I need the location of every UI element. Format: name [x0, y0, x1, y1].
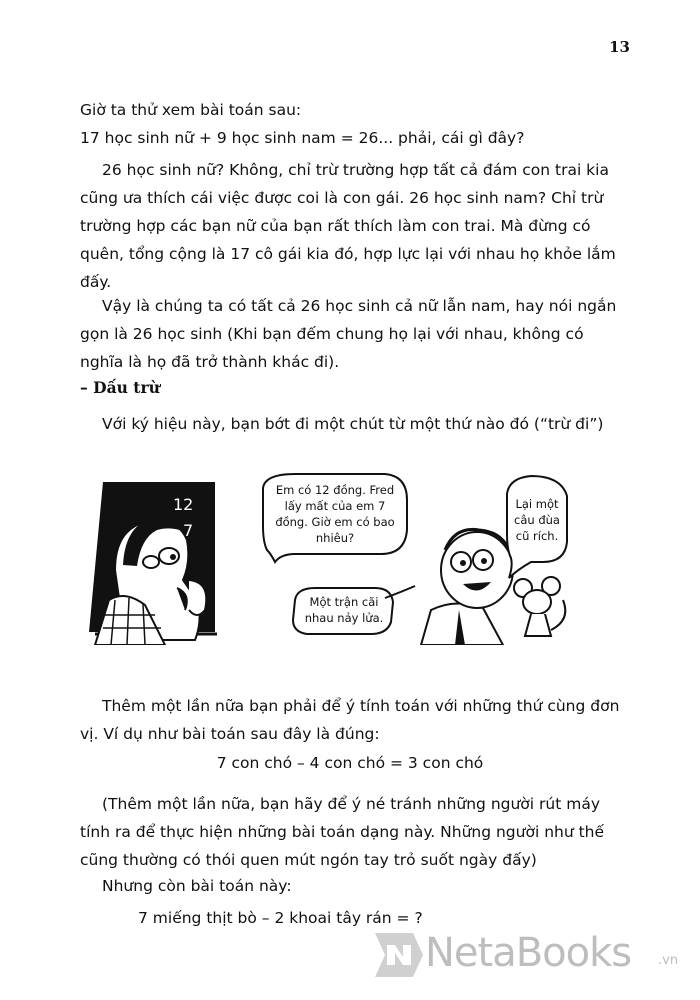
speech-bubble-1-text: Em có 12 đồng. Fred lấy mất của em 7 đồng. Giờ em có bao nhiêu? — [275, 483, 395, 545]
watermark-brand: NetaBooks — [425, 930, 632, 976]
paragraph-summary: Vậy là chúng ta có tất cả 26 học sinh cả nữ lẫn nam, hay nói ngắn gọn là 26 học sinh (Khi bạn đếm chung họ lại với nhau, không có nghĩa là họ đã trở thành khác đi). — [80, 297, 617, 371]
paragraph-same-units: Thêm một lần nữa bạn phải để ý tính toán với những thứ cùng đơn vị. Ví dụ như bài toán sau đây là đúng: — [80, 697, 620, 743]
equation-beef-fries: 7 miếng thịt bò – 2 khoai tây rán = ? — [138, 909, 423, 927]
paragraph-problem: 17 học sinh nữ + 9 học sinh nam = 26... phải, cái gì đây? — [80, 129, 525, 147]
paragraph-but: Nhưng còn bài toán này: — [102, 877, 292, 895]
board-number-top: 12 — [173, 495, 194, 514]
board-number-bottom: 7 — [183, 521, 194, 540]
equation-dogs: 7 con chó – 4 con chó = 3 con chó — [216, 754, 484, 772]
paragraph-calculator: (Thêm một lần nữa, bạn hãy để ý né tránh những người rút máy tính ra để thực hiện những bài toán dạng này. Những người như thế cũng thường có thói quen mút ngón tay trỏ suốt ngày đấy) — [80, 795, 605, 869]
teacher-character — [421, 529, 513, 645]
page-number: 13 — [609, 38, 630, 56]
section-heading-minus: – Dấu trừ — [80, 378, 160, 397]
watermark-suffix: .vn — [658, 953, 679, 968]
paragraph-intro: Giờ ta thử xem bài toán sau: — [80, 101, 302, 119]
speech-bubble-3-text: Lại một câu đùa cũ rích. — [514, 497, 560, 543]
paragraph-minus-intro: Với ký hiệu này, bạn bớt đi một chút từ một thứ nào đó (“trừ đi”) — [102, 415, 604, 433]
speech-bubble-2-text: Một trận cãi nhau nảy lửa. — [304, 595, 384, 625]
paragraph-explanation: 26 học sinh nữ? Không, chỉ trừ trường hợp tất cả đám con trai kia cũng ưa thích cái việc được coi là con gái. 26 học sinh nam? Chỉ trừ trường hợp các bạn nữ của bạn rất thích làm con trai. Mà đừng có quên, tổng cộng là 17 cô gái kia đó, hợp lực lại với nhau họ khỏe lắm đấy. — [80, 161, 616, 291]
mouse-character — [514, 577, 565, 636]
comic-illustration — [85, 470, 625, 645]
